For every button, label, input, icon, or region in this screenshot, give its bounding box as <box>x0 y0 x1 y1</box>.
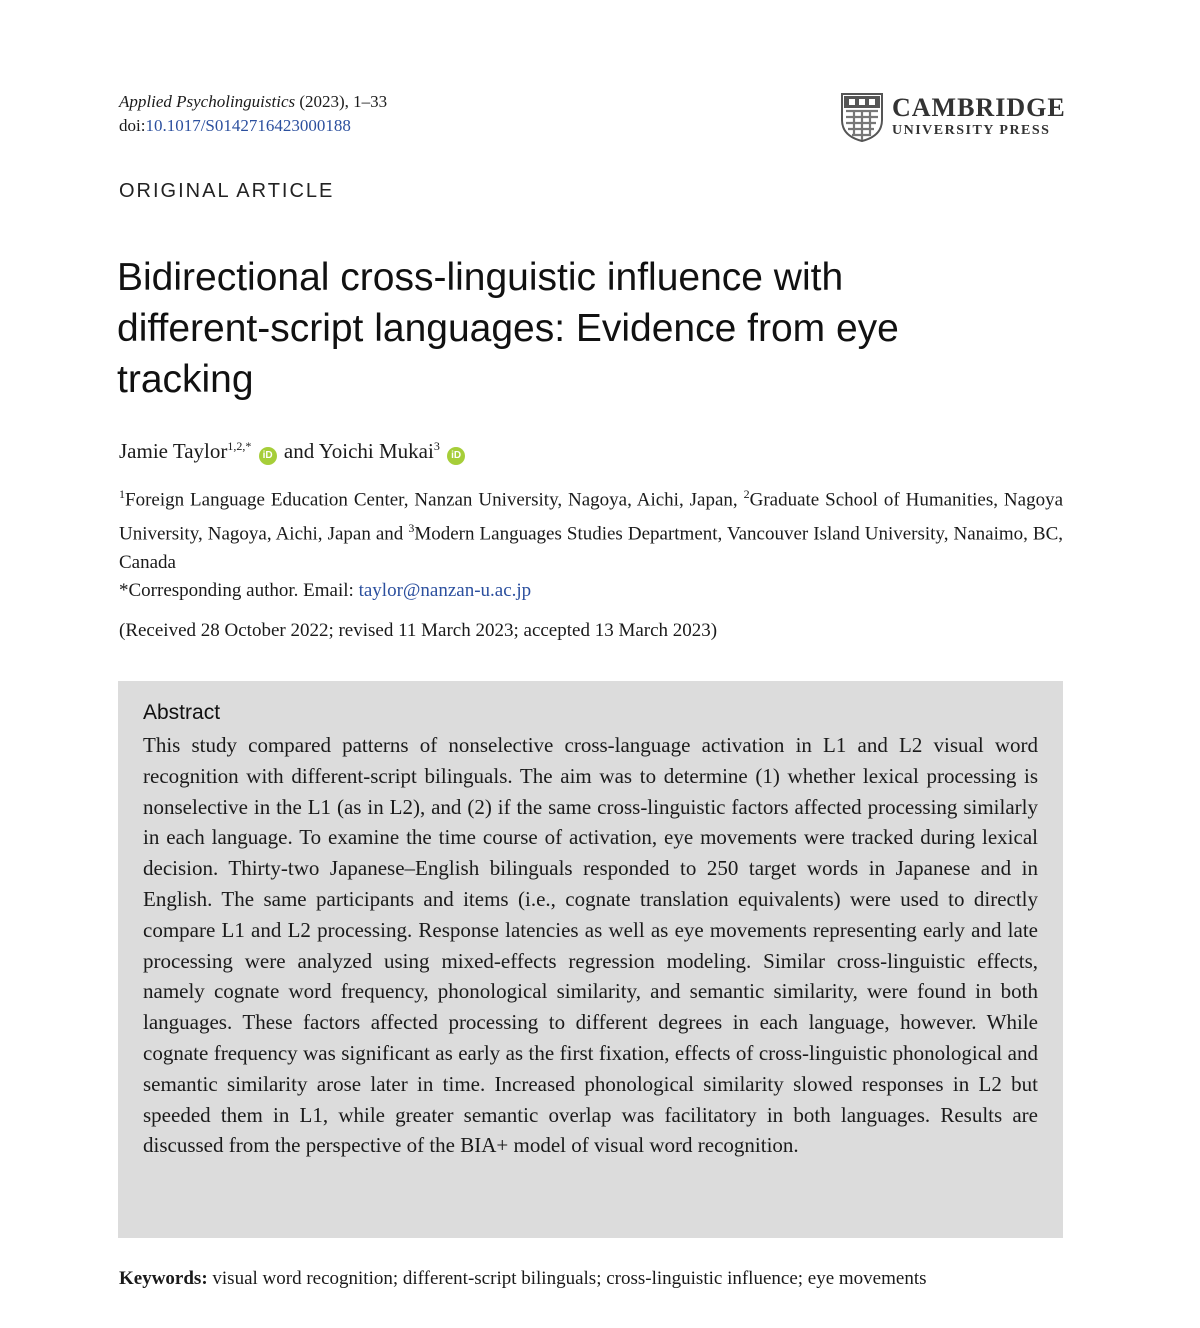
affiliation-3: Modern Languages Studies Department, Vancouver Island University, Nanaimo, BC, Canada <box>119 523 1064 573</box>
author-affiliation-marker: 1,2,* <box>227 439 252 453</box>
publisher-sub: UNIVERSITY PRESS <box>892 122 1051 138</box>
affiliation-marker: 2 <box>743 487 750 501</box>
keywords <box>119 1268 927 1290</box>
orcid-icon[interactable]: iD <box>259 447 277 465</box>
affiliation-1: Foreign Language Education Center, Nanzan University, Nagoya, Aichi, Japan, <box>125 489 738 511</box>
journal-name: Applied Psycholinguistics <box>119 92 296 111</box>
article-type: ORIGINAL ARTICLE <box>119 180 335 202</box>
journal-year-pages: (2023), 1–33 <box>295 92 388 111</box>
abstract-text: This study compared patterns of nonselective cross-language activation in L1 and L2 visual word recognition with different-script bilinguals. The aim was to determine (1) whether lexical processing is nonselective in the L1 (as in L2), and (2) if the same cross-linguistic factors affected processing similarly in each language. To examine the time course of activation, eye movements were tracked during lexical decision. Thirty-two Japanese–English bilinguals responded to 250 target words in Japanese and in English. The same participants and items (i.e., cognate translation equivalents) were used to directly compare L1 and L2 processing. Response latencies as well as eye movements representing early and late processing were analyzed using mixed-effects regression modeling. Similar cross-linguistic effects, namely cognate word frequency, phonological similarity, and semantic similarity, were found in both languages. These factors affected processing to different degrees in each language, however. While cognate frequency was significant as early as the first fixation, effects of cross-linguistic phonological and semantic similarity arose later in time. Increased phonological similarity slowed responses in L2 but speeded them in L1, while greater semantic overlap was facilitatory in both languages. Results are discussed from the perspective of the BIA+ model of visual word recognition. <box>143 733 1038 1158</box>
author-conjunction: and <box>283 439 315 463</box>
affiliation-2: Graduate School of Humanities, Nagoya University, Nagoya, Aichi, Japan and <box>119 489 1063 545</box>
journal-citation <box>119 90 387 138</box>
corresponding-author-label: *Corresponding author. Email: <box>119 579 354 601</box>
affiliations <box>119 480 1063 605</box>
keywords-text: visual word recognition; different-script bilinguals; cross-linguistic influence; eye movements <box>212 1268 927 1289</box>
author-name: Yoichi Mukai <box>318 439 434 463</box>
orcid-icon[interactable]: iD <box>447 447 465 465</box>
keywords-label: Keywords: <box>119 1268 208 1289</box>
abstract-box <box>118 681 1063 1238</box>
publisher-name: CAMBRIDGE <box>892 92 1066 122</box>
doi-prefix: doi: <box>119 116 146 135</box>
affiliation-marker: 3 <box>408 521 415 536</box>
affiliation-marker: 1 <box>119 487 125 501</box>
cambridge-shield-icon <box>840 92 884 142</box>
article-title: Bidirectional cross-linguistic influence with different-script languages: Evidence from eye tracking <box>117 256 899 401</box>
email-link[interactable]: taylor@nanzan-u.ac.jp <box>358 579 532 601</box>
publication-dates: (Received 28 October 2022; revised 11 March 2023; accepted 13 March 2023) <box>119 620 718 641</box>
author-affiliation-marker: 3 <box>433 439 440 453</box>
publisher-logo <box>840 92 1066 142</box>
abstract-heading: Abstract <box>143 701 221 724</box>
author-name: Jamie Taylor <box>119 439 228 463</box>
doi-link[interactable]: 10.1017/S0142716423000188 <box>145 116 351 135</box>
author-list <box>119 432 467 465</box>
